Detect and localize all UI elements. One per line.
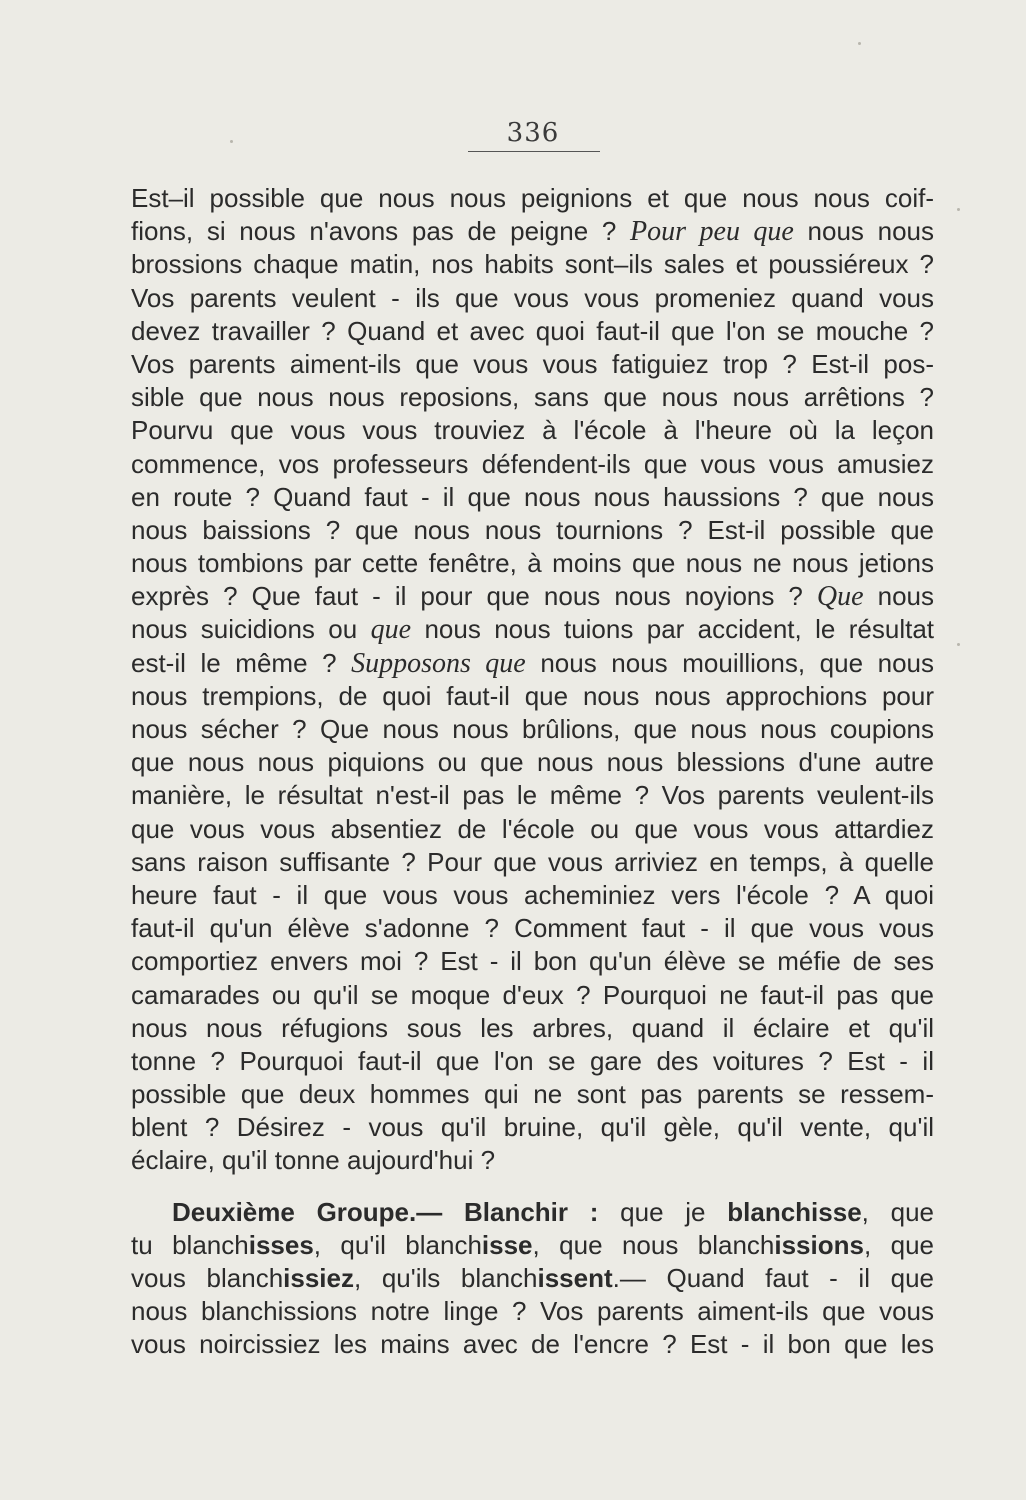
paragraph-questions [131, 182, 934, 1178]
text-line: nous baissions ? que nous nous tournions ? Est-il possible que [131, 514, 934, 545]
text-line [131, 613, 934, 646]
text-run: nous nous [807, 216, 935, 247]
text-line: manière, le résultat n'est-il pas le même ? Vos parents veulent-ils [131, 780, 934, 811]
text-line: que vous vous absentiez de l'école ou que vous vous attardiez [131, 813, 934, 844]
text-line: faut-il qu'un élève s'adonne ? Comment faut - il que vous vous [131, 913, 934, 944]
text-line: nous tombions par cette fenêtre, à moins que nous ne nous jetions [131, 548, 934, 579]
bold-ending: issions [774, 1229, 864, 1260]
section-heading: Deuxième Groupe.— Blanchir : [172, 1196, 599, 1227]
text-line: Vos parents veulent - ils que vous vous promeniez quand vous [131, 282, 934, 313]
text-line [131, 647, 934, 680]
text-line [131, 580, 934, 613]
text-run: .— Quand faut - il que [612, 1263, 934, 1293]
text-run: nous nous tuions par accident, le résultat [424, 614, 935, 645]
paper-speck [858, 42, 861, 45]
paper-speck [957, 643, 960, 646]
italic-phrase: Pour peu que [630, 216, 794, 248]
text-line: sible que nous nous reposions, sans que nous nous arrêtions ? [131, 382, 934, 413]
body-text [131, 182, 934, 1362]
text-line [131, 215, 934, 248]
paper-speck [957, 208, 960, 211]
text-line: Pourvu que vous vous trouviez à l'école à l'heure où la leçon [131, 415, 934, 446]
text-line: nous sécher ? Que nous nous brûlions, que nous nous coupions [131, 714, 934, 744]
text-line: nous nous réfugions sous les arbres, quand il éclaire et qu'il [131, 1012, 934, 1043]
text-run: que je [620, 1196, 706, 1227]
text-line: éclaire, qu'il tonne aujourd'hui ? [131, 1145, 496, 1176]
bold-ending: isse [481, 1229, 533, 1260]
page-number: 336 [506, 118, 560, 148]
paragraph-gap [131, 1178, 934, 1196]
text-line: sans raison suffisante ? Pour que vous arriviez en temps, à quelle [131, 846, 934, 877]
bold-verb-form: blanchisse [727, 1196, 862, 1227]
page-number-rule [468, 151, 600, 152]
italic-phrase: Que [816, 581, 864, 613]
text-line [131, 1262, 934, 1295]
text-run: , qu'ils blanch [353, 1263, 538, 1293]
text-run: nous nous mouillions, que nous [540, 647, 934, 678]
text-line: Est–il possible que nous nous peignions et que nous nous coif- [131, 183, 934, 213]
text-line: heure faut - il que vous vous acheminiez vers l'école ? A quoi [131, 879, 934, 910]
text-line: blent ? Désirez - vous qu'il bruine, qu'il gèle, qu'il vente, qu'il [131, 1112, 934, 1143]
italic-phrase: Supposons que [351, 647, 526, 679]
text-run: est-il le même ? [131, 647, 337, 678]
paper-speck [230, 140, 233, 143]
text-line: en route ? Quand faut - il que nous nous haussions ? que nous [131, 481, 934, 512]
text-run: exprès ? Que faut - il pour que nous nous noyions ? [131, 581, 803, 612]
text-run: fions, si nous n'avons pas de peigne ? [131, 216, 617, 247]
bold-ending: isses [248, 1229, 314, 1260]
text-line: devez travailler ? Quand et avec quoi faut-il que l'on se mouche ? [131, 315, 934, 346]
text-line: nous trempions, de quoi faut-il que nous nous approchions pour [131, 680, 934, 711]
bold-ending: issent [537, 1263, 613, 1293]
text-line: tonne ? Pourquoi faut-il que l'on se gare des voitures ? Est - il [131, 1045, 934, 1076]
paragraph-second-group [131, 1196, 934, 1362]
text-run: , que [863, 1229, 934, 1260]
text-line: que nous nous piquions ou que nous nous blessions d'une autre [131, 747, 934, 778]
text-run: vous blanch [131, 1263, 284, 1293]
text-line: possible que deux hommes qui ne sont pas parents se ressem- [131, 1079, 934, 1110]
italic-phrase: que [370, 614, 412, 646]
text-line: vous noircissiez les mains avec de l'encre ? Est - il bon que les [131, 1329, 934, 1360]
text-run: , que [861, 1196, 935, 1227]
bold-ending: issiez [283, 1263, 354, 1293]
text-line [131, 1229, 934, 1262]
text-line: brossions chaque matin, nos habits sont–ils sales et poussiéreux ? [131, 249, 934, 280]
text-line [131, 1196, 934, 1229]
text-run: nous [877, 581, 934, 612]
text-line: Vos parents aiment-ils que vous vous fatiguiez trop ? Est-il pos- [131, 348, 934, 379]
text-line: comportiez envers moi ? Est - il bon qu'un élève se méfie de ses [131, 946, 934, 977]
text-line: nous blanchissions notre linge ? Vos parents aiment-ils que vous [131, 1296, 934, 1327]
text-line: camarades ou qu'il se moque d'eux ? Pourquoi ne faut-il pas que [131, 979, 934, 1010]
text-line: commence, vos professeurs défendent-ils que vous vous amusiez [131, 448, 934, 479]
text-run: nous suicidions ou [131, 614, 358, 645]
text-run: tu blanch [131, 1229, 249, 1260]
text-run: , qu'il blanch [313, 1229, 482, 1260]
text-run: , que nous blanch [532, 1229, 775, 1260]
